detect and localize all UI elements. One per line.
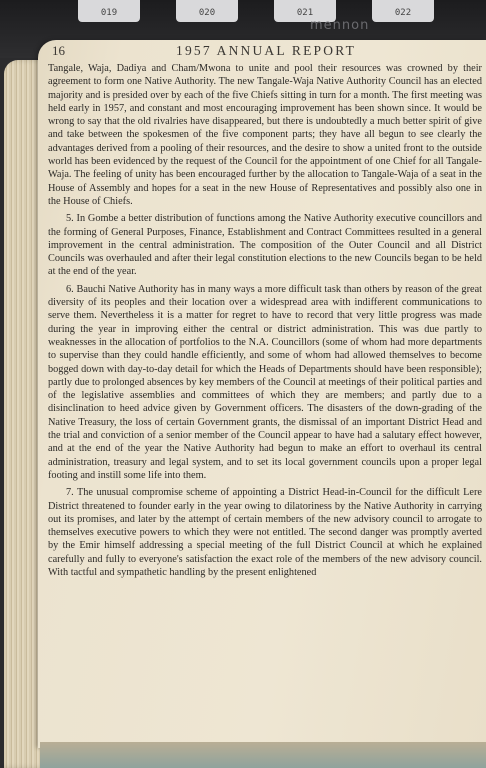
page-number: 16 [52, 43, 65, 58]
paragraph: 5. In Gombe a better distribution of functions among the Native Authority executive councillors and the forming of General Purposes, Finance, Establishment and Contract Committees resulted in a general improvement in the central administration. The composition of the Outer Council and all District Councils was overhauled and after their legal constitution elections to the new Councils began to be held at the end of the year. [48, 213, 482, 278]
page-header [52, 43, 476, 59]
ruler-label: 019 [78, 0, 140, 22]
body-text [48, 62, 482, 583]
page-bottom-shadow [40, 742, 486, 768]
paragraph: 6. Bauchi Native Authority has in many ways a more difficult task than others by reason of the great diversity of its peoples and their location over a widespread area with indifferent communications to serve them. Nevertheless it is a matter for regret to have to record that very little progress was made during the year in improving either the central or district administration. This was due partly to weaknesses in the allocation of portfolios to the N.A. Councillors (some of whom had more departments to supervise than they could handle efficiently, and some of whom had allowed themselves to become bogged down with day-to-day detail for which the Heads of Departments should have been responsible); partly due to prolonged absences by key members of the Council at meetings of their political parties and of the legislative assemblies and committees of which they are members; and partly due to a disinclination to heed advice given by Government officers. The disasters of the down-grading of the Native Treasury, the loss of certain Government grants, the dismissal of an important District Head and the trial and conviction of a senior member of the Council appear to have had a salutary effect however, and at the end of the year the Native Authority had begun to make an effort to overhaul its central administration, treasury and legal system, and to set its local government councils upon a proper legal footing and instill some life into them. [48, 283, 482, 481]
running-title: 1957 ANNUAL REPORT [176, 43, 357, 58]
ruler-label: 022 [372, 0, 434, 22]
ruler-label: 020 [176, 0, 238, 22]
scanner-brand-logo: mennon [310, 18, 370, 33]
paragraph: 7. The unusual compromise scheme of appointing a District Head-in-Council for the difficult Lere District threatened to founder early in the year owing to dilatoriness by the Native Authority in carrying out its promises, and later by the attempt of certain members of the new advisory council to arrogate to themselves executive powers to which they were not entitled. The second danger was promptly averted by the Emir himself addressing a special meeting of the full District Council at which he explained carefully and fully to everyone's satisfaction the exact role of the members of the new advisory council. With tactful and sympathetic handling by the present enlightened [48, 487, 482, 578]
ruler-label: 021 [274, 0, 336, 22]
paragraph: Tangale, Waja, Dadiya and Cham/Mwona to unite and pool their resources was crowned by their agreement to form one Native Authority. The new Tangale-Waja Native Authority Council has an elected majority and is presided over by each of the five Chiefs sitting in turn for a month. The first meeting was held early in 1957, and constant and most encouraging improvement has been shown since. It would be wrong to say that the old rivalries have disappeared, but there is undoubtedly a much better spirit of give and take between the spokesmen of the five component parts; they have all begun to see clearly the advantages derived from a pooling of their resources, and the desire to show a united front to the outside world has been evidenced by the request of the Council for the appointment of one Chief for all Tangale-Waja. The feeling of unity has been encouraged further by the allocation to Tangale-Waja of a seat in the House of Assembly and hopes for a seat in the new House of Representatives and possibly also one in the House of Chiefs. [48, 63, 482, 207]
